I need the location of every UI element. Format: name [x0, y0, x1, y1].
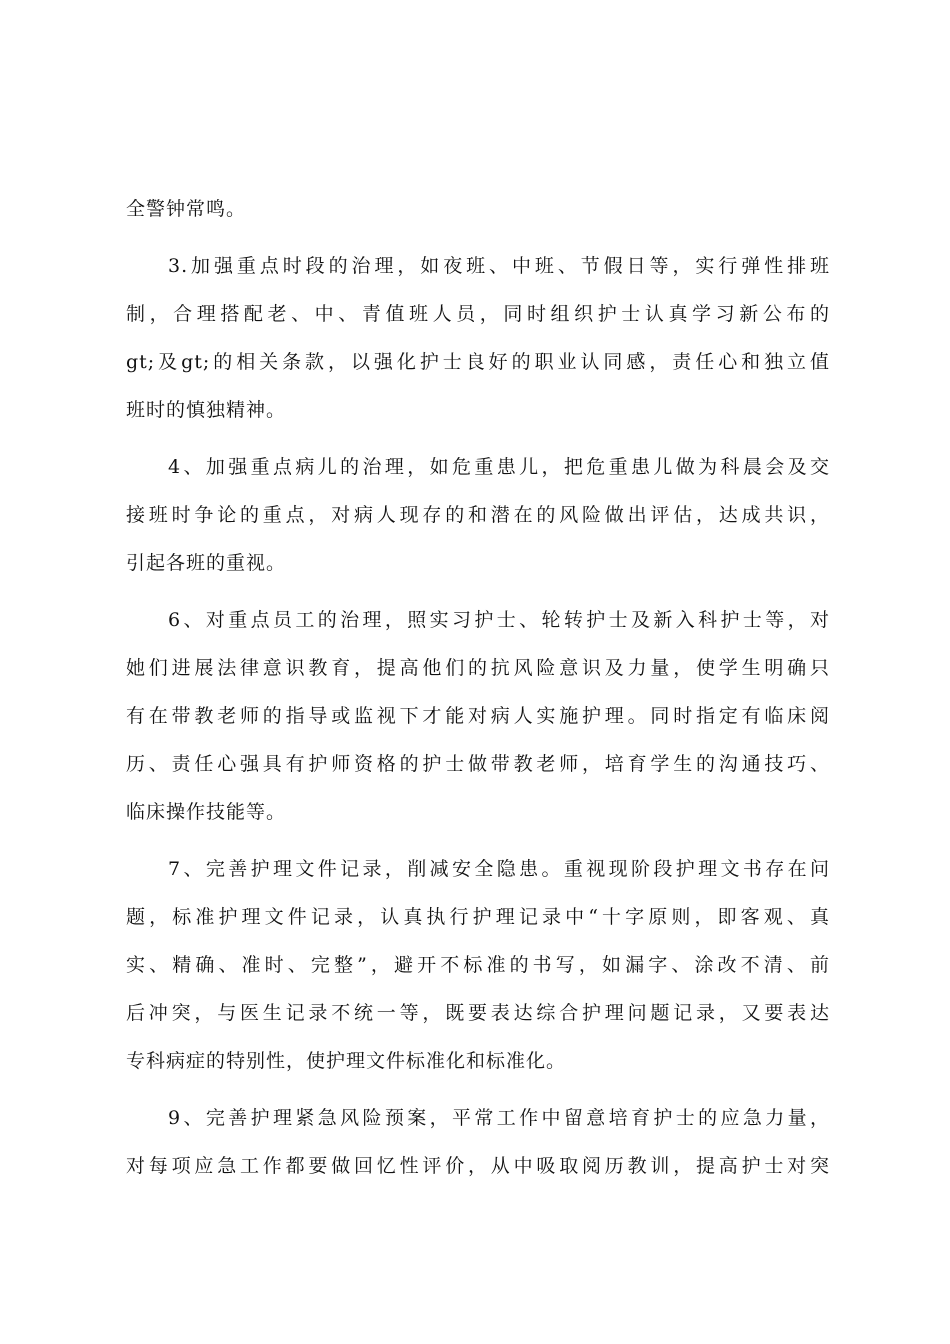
- paragraph-continued: [126, 185, 830, 233]
- text-line: 9、完善护理紧急风险预案，平常工作中留意培育护士的应急力量，: [168, 1107, 830, 1129]
- paragraph-6: [126, 596, 830, 836]
- text-line: 对每项应急工作都要做回忆性评价，从中吸取阅历教训，提高护士对突: [126, 1155, 830, 1177]
- text-line: 制，合理搭配老、中、青值班人员，同时组织护士认真学习新公布的: [126, 303, 830, 325]
- text-line: 7、完善护理文件记录，削减安全隐患。重视现阶段护理文书存在问: [168, 858, 830, 880]
- text-line: 引起各班的重视。: [126, 552, 287, 574]
- text-line: 班时的慎独精神。: [126, 399, 287, 421]
- paragraph-4: [126, 443, 830, 587]
- paragraph-3: [126, 242, 830, 434]
- text-line: gt;及gt;的相关条款，以强化护士良好的职业认同感，责任心和独立值: [126, 351, 830, 373]
- text-line: 后冲突，与医生记录不统一等，既要表达综合护理问题记录，又要表达: [126, 1002, 830, 1024]
- text-line: 4、加强重点病儿的治理，如危重患儿，把危重患儿做为科晨会及交: [168, 456, 830, 478]
- text-line: 6、对重点员工的治理，照实习护士、轮转护士及新入科护士等，对: [168, 609, 830, 631]
- text-line: 3.加强重点时段的治理，如夜班、中班、节假日等，实行弹性排班: [168, 255, 830, 277]
- text-line: 有在带教老师的指导或监视下才能对病人实施护理。同时指定有临床阅: [126, 705, 830, 727]
- text-line: 全警钟常鸣。: [126, 198, 247, 220]
- document-body: [126, 185, 830, 1190]
- text-line: 专科病症的特别性，使护理文件标准化和标准化。: [126, 1050, 567, 1072]
- text-line: 实、精确、准时、完整”，避开不标准的书写，如漏字、涂改不清、前: [126, 954, 830, 976]
- text-line: 临床操作技能等。: [126, 801, 287, 823]
- text-line: 她们进展法律意识教育，提高他们的抗风险意识及力量，使学生明确只: [126, 657, 830, 679]
- text-line: 题，标准护理文件记录，认真执行护理记录中“十字原则，即客观、真: [126, 906, 830, 928]
- text-line: 历、责任心强具有护师资格的护士做带教老师，培育学生的沟通技巧、: [126, 753, 830, 775]
- paragraph-9: [126, 1094, 830, 1190]
- paragraph-7: [126, 845, 830, 1085]
- text-line: 接班时争论的重点，对病人现存的和潜在的风险做出评估，达成共识，: [126, 504, 830, 526]
